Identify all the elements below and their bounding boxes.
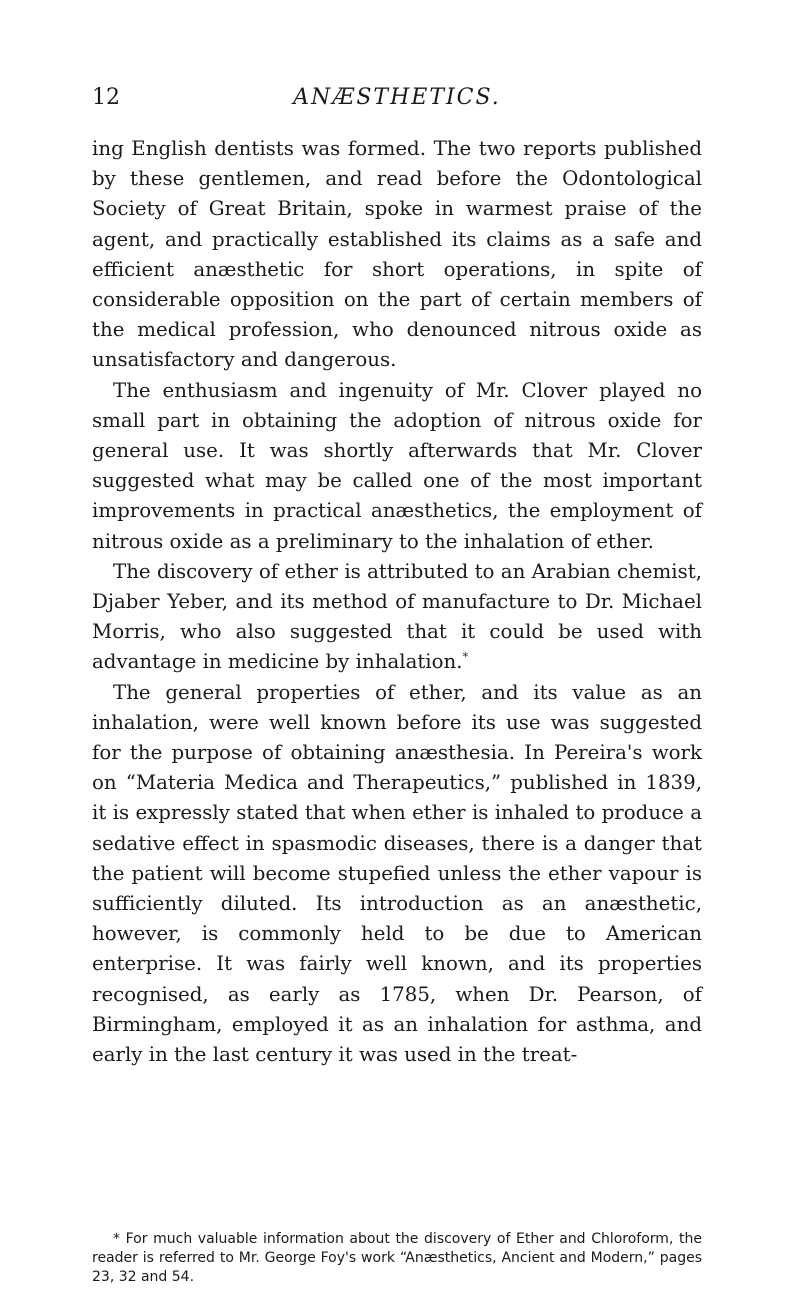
paragraph-ether-properties: The general properties of ether, and its value as an inhalation, were well known before its use was suggested for the purpose of obtaining anæsthesia. In Pereira's work on “Materia Medica and Therapeutics,” published in 1839, it is expressly stated that when ether is inhaled to produce a sedative effect in spasmodic diseases, there is a danger that the patient will become stupefied unless the ether vapour is sufficiently diluted. Its introduction as an anæsthetic, however, is commonly held to be due to American enterprise. It was fairly well known, and its properties recognised, as early as 1785, when Dr. Pearson, of Birmingham, employed it as an inhalation for asthma, and early in the last century it was used in the treat- bbox=[92, 680, 702, 1067]
paragraph-clover: The enthusiasm and ingenuity of Mr. Clover played no small part in obtaining the adoption of nitrous oxide for general use. It was shortly afterwards that Mr. Clover suggested what may be called one of the most important improvements in practical anæsthetics, the employment of nitrous oxide as a preliminary to the inhalation of ether. bbox=[92, 378, 702, 553]
footnote-marker: * bbox=[462, 650, 469, 664]
footnote bbox=[92, 1230, 702, 1287]
paragraph-ether-discovery bbox=[92, 557, 702, 678]
page-number: 12 bbox=[92, 85, 120, 110]
body-text bbox=[92, 134, 702, 1070]
paragraph-continuation: ing English dentists was formed. The two reports published by these gentlemen, and read before the Odontological Society of Great Britain, spoke in warmest praise of the agent, and practically established its claims as a safe and efficient anæsthetic for short operations, in spite of considerable opposition on the part of certain members of the medical profession, who denounced nitrous oxide as unsatisfactory and dangerous. bbox=[92, 137, 702, 372]
paragraph-ether-discovery-text: The discovery of ether is attributed to an Arabian chemist, Djaber Yeber, and its method of manufacture to Dr. Michael Morris, who also suggested that it could be used with advantage in medicine by inhalation. bbox=[92, 559, 702, 674]
running-title: ANÆSTHETICS. bbox=[293, 85, 501, 110]
footnote-text: * For much valuable information about the discovery of Ether and Chloroform, the reader is referred to Mr. George Foy's work “Anæsthetics, Ancient and Modern,” pages 23, 32 and 54. bbox=[92, 1231, 702, 1285]
running-head bbox=[92, 84, 702, 112]
